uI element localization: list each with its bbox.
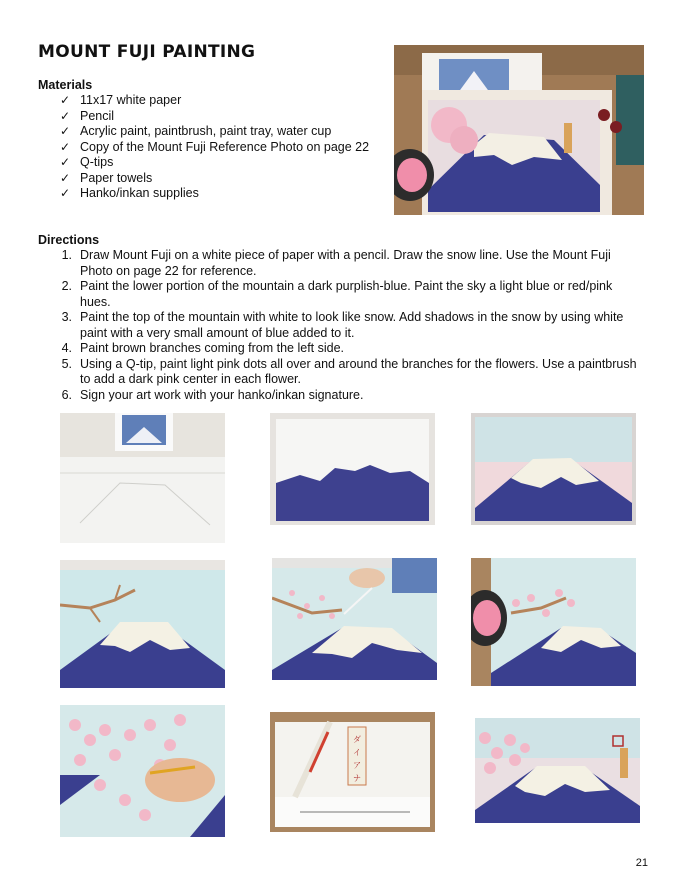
list-item: ✓ Pencil (60, 108, 115, 123)
checkmark-icon: ✓ (60, 139, 71, 154)
list-item: 6. Sign your art work with your hanko/inkan signature. (61, 387, 364, 402)
checkmark-icon: ✓ (60, 124, 71, 138)
hero-photo-finished-painting (394, 45, 644, 215)
list-item: 5. Using a Q-tip, paint light pink dots all over and around the branches for the flowers. Use a paintbrush to add a dark pink center in each flower. (61, 356, 637, 386)
step-photo-7-flower-centers (60, 705, 225, 837)
page-title: MOUNT FUJI PAINTING (38, 42, 256, 62)
svg-text:ア: ア (353, 761, 361, 770)
step-photo-4-branches (60, 560, 225, 688)
step-photo-3-snow-and-sky (471, 413, 636, 525)
step-photo-8-hanko-signature (270, 712, 435, 832)
page-number: 21 (635, 857, 648, 869)
checkmark-icon: ✓ (60, 186, 71, 200)
step-photo-6-flowers (471, 558, 636, 686)
list-item: ✓ Q-tips (60, 155, 114, 169)
list-item: 4. Paint brown branches coming from the left side. (61, 341, 345, 355)
step-photo-9-finished (475, 718, 640, 823)
checkmark-icon: ✓ (60, 170, 71, 185)
materials-list (60, 93, 390, 202)
list-item: ✓ Hanko/inkan supplies (60, 186, 199, 200)
directions-heading: Directions (38, 233, 100, 247)
list-item: 2. Paint the lower portion of the mountain a dark purplish-blue. Paint the sky a light blue or red/pink hues. (61, 279, 613, 309)
list-item: 1. Draw Mount Fuji on a white piece of paper with a pencil. Draw the snow line. Use the Mount Fuji Photo on page 22 for reference. (61, 248, 611, 278)
checkmark-icon: ✓ (60, 155, 71, 169)
step-photo-2-mountain-base (270, 413, 435, 525)
checkmark-icon: ✓ (60, 108, 71, 123)
list-item: ✓ Paper towels (60, 170, 153, 185)
directions-list (44, 248, 644, 403)
list-item: 3. Paint the top of the mountain with white to look like snow. Add shadows in the snow by using white paint with a very small amount of blue added to it. (61, 310, 624, 340)
list-item: ✓ Acrylic paint, paintbrush, paint tray, water cup (60, 124, 332, 138)
list-item: ✓ Copy of the Mount Fuji Reference Photo on page 22 (60, 139, 370, 154)
checkmark-icon: ✓ (60, 93, 71, 107)
svg-text:イ: イ (353, 748, 361, 757)
svg-text:ナ: ナ (353, 774, 361, 783)
step-photo-1-sketch (60, 413, 225, 543)
step-photo-5-qtip-dots (272, 558, 437, 680)
svg-text:ダ: ダ (353, 735, 361, 744)
materials-heading: Materials (38, 78, 93, 92)
list-item: ✓ 11x17 white paper (60, 93, 182, 107)
